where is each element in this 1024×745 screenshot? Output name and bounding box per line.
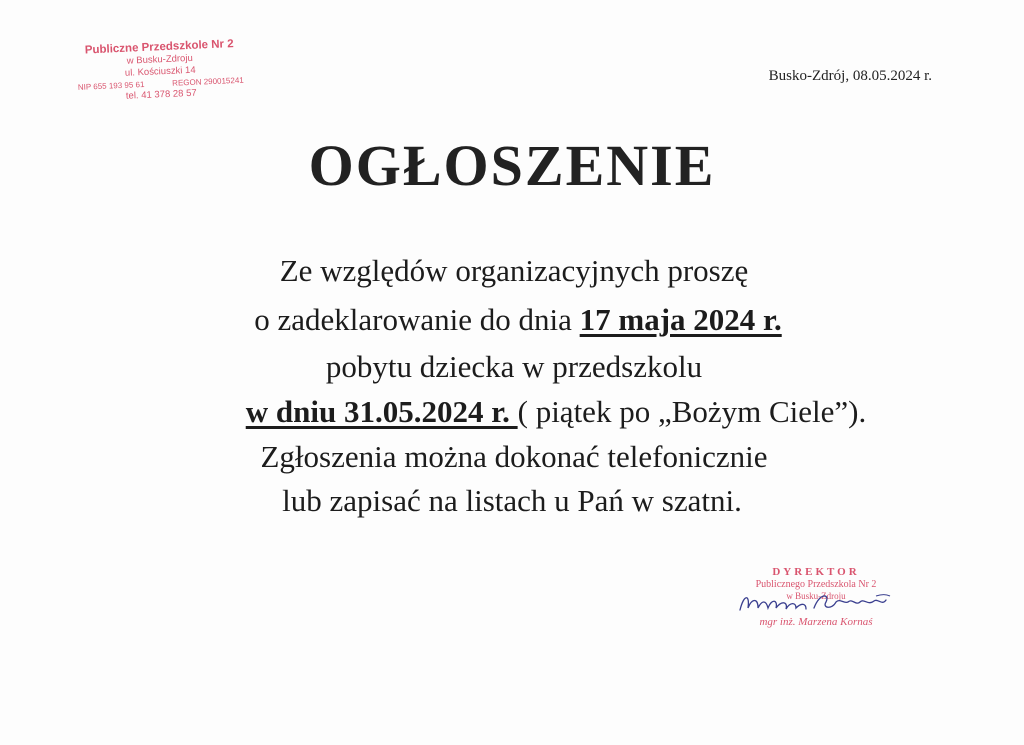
deadline-date: 17 maja 2024 r. [579, 302, 782, 337]
stamp-school-city: w Busku-Zdroju [126, 52, 193, 67]
director-signature [736, 588, 896, 618]
announcement-title: OGŁOSZENIE [308, 133, 716, 198]
stamp-school-nip: NIP 655 193 95 61 [77, 79, 145, 92]
body-line-4-text: ( piątek po „Bożym Ciele”). [517, 394, 867, 429]
director-stamp-org: Publicznego Przedszkola Nr 2 [755, 579, 877, 590]
body-line-5: Zgłoszenia można dokonać telefonicznie [260, 439, 768, 474]
director-stamp-city: w Busku-Zdroju [786, 591, 846, 601]
body-line-3: pobytu dziecka w przedszkolu [325, 349, 703, 384]
body-line-2 [6, 302, 1024, 338]
stamp-school-phone: tel. 41 378 28 57 [125, 87, 197, 102]
director-stamp-person: mgr inż. Marzena Kornaś [759, 616, 873, 628]
body-line-6: lub zapisać na listach u Pań w szatni. [282, 483, 742, 518]
place-date: Busko-Zdrój, 08.05.2024 r. [768, 68, 932, 84]
stamp-school-name: Publiczne Przedszkole Nr 2 [84, 38, 234, 57]
director-stamp-title: DYREKTOR [772, 566, 860, 578]
body-line-4 [44, 394, 1024, 430]
body-line-1: Ze względów organizacyjnych proszę [279, 253, 749, 288]
stamp-school-street: ul. Kościuszki 14 [124, 64, 196, 79]
school-stamp [74, 37, 246, 105]
stamp-school-regon: REGON 290015241 [172, 75, 244, 88]
event-date: w dniu 31.05.2024 r. [245, 394, 518, 429]
body-line-2-text: o zadeklarowanie do dnia [254, 302, 580, 337]
